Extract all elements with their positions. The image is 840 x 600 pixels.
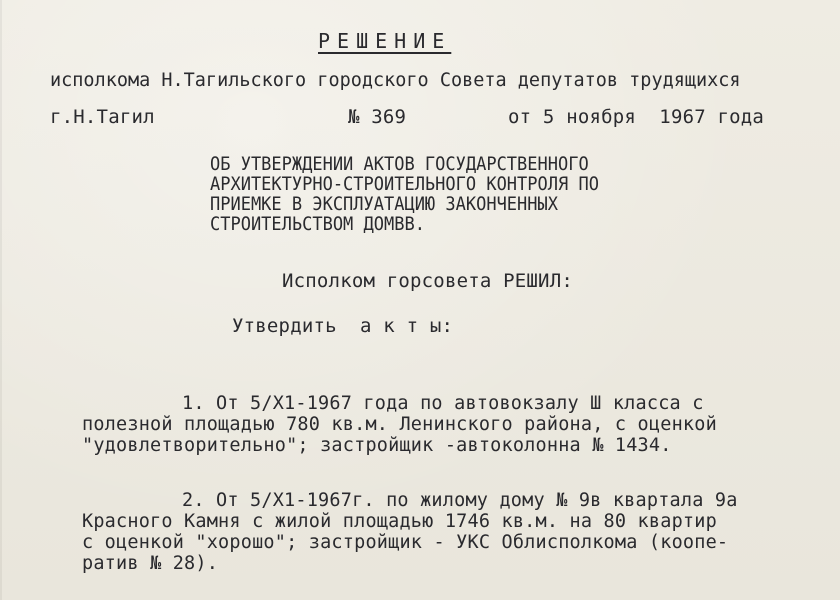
issuing-organization: исполкома Н.Тагильского городского Совета депутатов трудящихся xyxy=(50,70,741,91)
decision-date: от 5 ноября 1967 года xyxy=(508,106,765,128)
document-title: РЕШЕНИЕ xyxy=(318,29,452,53)
page-edge xyxy=(0,0,2,600)
subject-line-1: ОБ УТВЕРЖДЕНИИ АКТОВ ГОСУДАРСТВЕННОГО xyxy=(210,153,589,176)
item-1-line-1: 1. От 5/Х1-1967 года по автовокзалу Ш класса с xyxy=(182,393,704,414)
city: г.Н.Тагил xyxy=(50,106,155,128)
item-1-line-3: "удовлетворительно"; застройщик -автоколонна № 1434. xyxy=(82,435,672,456)
item-2-line-2: Красного Камня с жилой площадью 1746 кв.м. на 80 квартир xyxy=(82,511,717,532)
approve-statement: Утвердить а к т ы: xyxy=(232,315,454,337)
item-1-line-2: полезной площадью 780 кв.м. Ленинского района, с оценкой xyxy=(82,414,717,435)
subject-line-3: ПРИЕМКЕ В ЭКСПЛУАТАЦИЮ ЗАКОНЧЕННЫХ xyxy=(210,193,558,216)
item-2-line-3: с оценкой "хорошо"; застройщик - УКС Облисполкома (коопе- xyxy=(82,532,729,553)
item-2-line-4: ратив № 28). xyxy=(82,553,219,574)
item-2-line-1: 2. От 5/Х1-1967г. по жилому дому № 9в квартала 9а xyxy=(182,490,738,511)
subject-line-2: АРХИТЕКТУРНО-СТРОИТЕЛЬНОГО КОНТРОЛЯ ПО xyxy=(210,173,599,196)
decision-number: № 369 xyxy=(348,106,407,128)
subject-line-4: СТРОИТЕЛЬСТВОМ ДОМВВ. xyxy=(210,213,425,236)
preamble: Исполком горсовета РЕШИЛ: xyxy=(282,270,573,292)
